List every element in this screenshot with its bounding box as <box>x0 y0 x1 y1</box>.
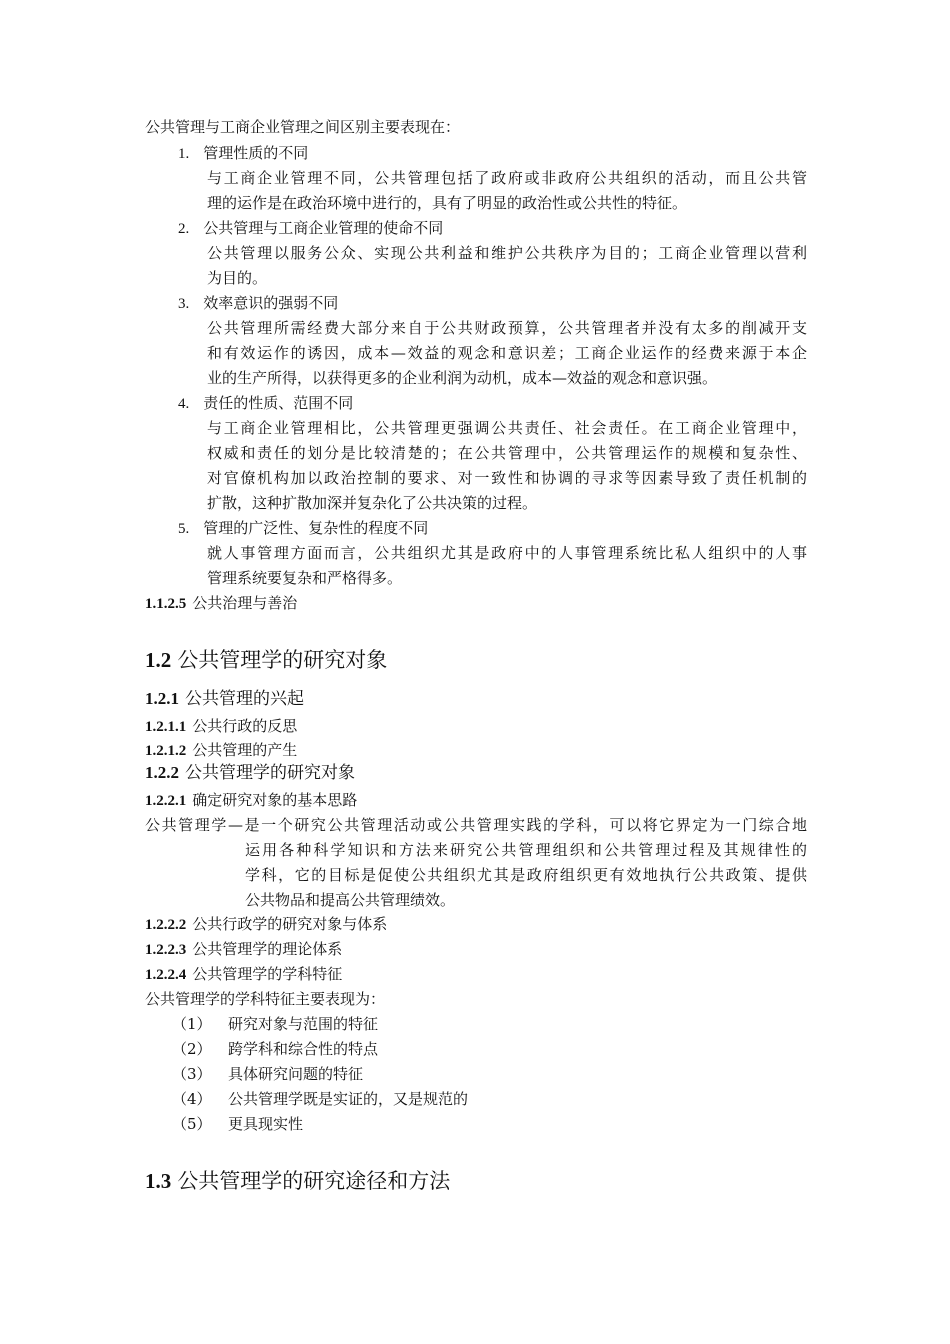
list-item-4-body-line-2: 权威和责任的划分是比较清楚的；在公共管理中，公共管理运作的规模和复杂性、 <box>207 444 807 462</box>
heading-1-2-1-1 <box>145 716 297 737</box>
list-item-3-title <box>178 293 338 314</box>
list-item-2-body-line-2: 为目的。 <box>207 269 268 287</box>
feature-number: （1） <box>172 1015 212 1033</box>
heading-number: 1.2.1.1 <box>145 719 187 735</box>
heading-number: 1.2 <box>145 648 172 672</box>
heading-number: 1.2.2 <box>145 763 179 782</box>
list-item-title: 公共管理与工商企业管理的使命不同 <box>203 219 444 237</box>
feature-item-1 <box>172 1014 378 1034</box>
list-item-5-body-line-1: 就人事管理方面而言，公共组织尤其是政府中的人事管理系统比私人组织中的人事 <box>207 544 807 562</box>
feature-item-2 <box>172 1039 378 1059</box>
feature-number: （5） <box>172 1115 212 1133</box>
list-item-5-title <box>178 518 428 539</box>
heading-1-2-2-1 <box>145 790 357 811</box>
heading-title: 公共管理的产生 <box>192 741 298 759</box>
definition-line-2: 运用各种科学知识和方法来研究公共管理组织和公共管理过程及其规律性的 <box>245 841 807 859</box>
list-item-3-body-line-2: 和有效运作的诱因，成本—效益的观念和意识差；工商企业运作的经费来源于本企 <box>207 344 807 362</box>
heading-title: 公共行政学的研究对象与体系 <box>192 915 388 933</box>
heading-title: 公共管理学的研究对象 <box>177 648 388 672</box>
features-intro: 公共管理学的学科特征主要表现为： <box>145 990 386 1008</box>
list-item-1-body-line-2: 理的运作是在政治环境中进行的，具有了明显的政治性或公共性的特征。 <box>207 194 688 212</box>
list-item-4-body-line-1: 与工商企业管理相比，公共管理更强调公共责任、社会责任。在工商企业管理中， <box>207 419 807 437</box>
intro-text: 公共管理与工商企业管理之间区别主要表现在： <box>145 118 461 136</box>
list-item-1-body-line-1: 与工商企业管理不同，公共管理包括了政府或非政府公共组织的活动，而且公共管 <box>207 169 807 187</box>
feature-item-5 <box>172 1114 303 1134</box>
heading-title: 公共管理的兴起 <box>185 689 304 709</box>
feature-text: 跨学科和综合性的特点 <box>228 1040 379 1058</box>
heading-1-2-2-3 <box>145 939 342 960</box>
heading-1-1-2-5 <box>145 593 297 614</box>
heading-1-2-2-4 <box>145 964 342 985</box>
feature-text: 公共管理学既是实证的，又是规范的 <box>228 1090 469 1108</box>
heading-number: 1.2.2.3 <box>145 942 187 958</box>
list-item-4-title <box>178 393 353 414</box>
list-item-3-body-line-1: 公共管理所需经费大部分来自于公共财政预算，公共管理者并没有太多的削减开支 <box>207 319 807 337</box>
heading-1-2-2 <box>145 762 355 784</box>
heading-number: 1.3 <box>145 1169 172 1193</box>
heading-number: 1.2.1.2 <box>145 743 187 759</box>
heading-1-3 <box>145 1167 450 1195</box>
feature-number: （4） <box>172 1090 212 1108</box>
list-item-5-body-line-2: 管理系统要复杂和严格得多。 <box>207 569 403 587</box>
heading-1-2-2-2 <box>145 914 387 935</box>
heading-1-2-1-2 <box>145 740 297 761</box>
list-item-3-body-line-3: 业的生产所得，以获得更多的企业利润为动机，成本—效益的观念和意识强。 <box>207 369 718 387</box>
list-item-title: 责任的性质、范围不同 <box>203 394 354 412</box>
list-item-1-title <box>178 143 308 164</box>
feature-number: （3） <box>172 1065 212 1083</box>
heading-title: 确定研究对象的基本思路 <box>192 791 358 809</box>
heading-number: 1.2.1 <box>145 689 179 708</box>
heading-number: 1.1.2.5 <box>145 596 187 612</box>
definition-line-4: 公共物品和提高公共管理绩效。 <box>245 891 456 909</box>
feature-text: 更具现实性 <box>228 1115 304 1133</box>
list-item-4-body-line-4: 扩散，这种扩散加深并复杂化了公共决策的过程。 <box>207 494 538 512</box>
list-item-number: 3. <box>178 296 190 312</box>
list-item-number: 2. <box>178 221 190 237</box>
feature-item-4 <box>172 1089 468 1109</box>
list-item-title: 管理性质的不同 <box>203 144 309 162</box>
list-item-title: 管理的广泛性、复杂性的程度不同 <box>203 519 429 537</box>
heading-1-2 <box>145 646 387 674</box>
heading-1-2-1 <box>145 688 304 710</box>
definition-line-3: 学科，它的目标是促使公共组织尤其是政府组织更有效地执行公共政策、提供 <box>245 866 807 884</box>
list-item-number: 4. <box>178 396 190 412</box>
heading-number: 1.2.2.2 <box>145 917 187 933</box>
list-item-number: 1. <box>178 146 190 162</box>
list-item-2-title <box>178 218 443 239</box>
heading-title: 公共管理学的研究对象 <box>185 763 355 783</box>
heading-title: 公共管理学的研究途径和方法 <box>177 1169 451 1193</box>
heading-title: 公共治理与善治 <box>192 594 298 612</box>
list-item-4-body-line-3: 对官僚机构加以政治控制的要求、对一致性和协调的寻求等因素导致了责任机制的 <box>207 469 807 487</box>
list-item-title: 效率意识的强弱不同 <box>203 294 339 312</box>
heading-title: 公共管理学的学科特征 <box>192 965 343 983</box>
heading-title: 公共行政的反思 <box>192 717 298 735</box>
feature-text: 研究对象与范围的特征 <box>228 1015 379 1033</box>
list-item-2-body-line-1: 公共管理以服务公众、实现公共利益和维护公共秩序为目的；工商企业管理以营利 <box>207 244 807 262</box>
heading-number: 1.2.2.4 <box>145 967 187 983</box>
heading-title: 公共管理学的理论体系 <box>192 940 343 958</box>
heading-number: 1.2.2.1 <box>145 793 187 809</box>
feature-number: （2） <box>172 1040 212 1058</box>
feature-item-3 <box>172 1064 363 1084</box>
list-item-number: 5. <box>178 521 190 537</box>
definition-line-1: 公共管理学—是一个研究公共管理活动或公共管理实践的学科，可以将它界定为一门综合地 <box>145 816 807 834</box>
feature-text: 具体研究问题的特征 <box>228 1065 364 1083</box>
